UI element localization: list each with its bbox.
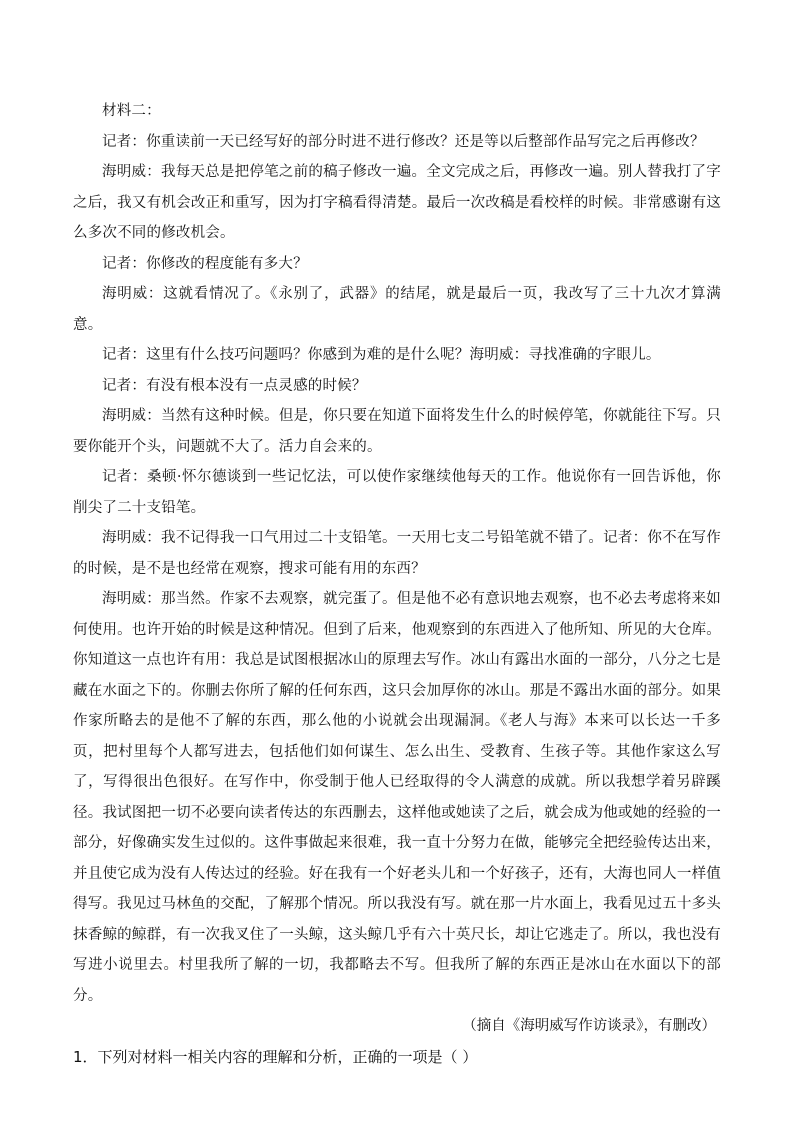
document-body (73, 96, 721, 1070)
paragraph-4: 海明威：这就看情况了。《永别了，武器》的结尾，就是最后一页，我改写了三十九次才算满意。 (73, 286, 721, 333)
paragraph-6: 记者：有没有根本没有一点灵感的时候？ (102, 377, 367, 394)
question-1: 1．下列对材料一相关内容的理解和分析，正确的一项是（ ） (73, 1047, 478, 1066)
paragraph-10: 海明威：那当然。作家不去观察，就完蛋了。但是他不必有意识地去观察，也不必去考虑将来如何使用。也许开始的时候是这种情况。但到了后来，他观察到的东西进入了他所知、所见的大仓库。你知道这一点也许有用：我总是试图根据冰山的原理去写作。冰山有露出水面的一部分，八分之七是藏在水面之下的。你删去你所了解的任何东西，这只会加厚你的冰山。那是不露出水面的部分。如果作家所略去的是他不了解的东西，那么他的小说就会出现漏洞。《老人与海》本来可以长达一千多页，把村里每个人都写进去，包括他们如何谋生、怎么出生、受教育、生孩子等。其他作家这么写了，写得很出色很好。在写作中，你受制于他人已经取得的令人满意的成就。所以我想学着另辟蹊径。我试图把一切不必要向读者传达的东西删去，这样他或她读了之后，就会成为他或她的经验的一部分，好像确实发生过似的。这件事做起来很难，我一直十分努力在做，能够完全把经验传达出来，并且使它成为没有人传达过的经验。好在我有一个好老头儿和一个好孩子，还有，大海也同人一样值得写。我见过马林鱼的交配，了解那个情况。所以我没有写。就在那一片水面上，我看见过五十多头抹香鲸的鲸群，有一次我叉住了一头鲸，这头鲸几乎有六十英尺长，却让它逃走了。所以，我也没有写进小说里去。村里我所了解的一切，我都略去不写。但我所了解的东西正是冰山在水面以下的部分。 (73, 591, 721, 1004)
paragraph-7: 海明威：当然有这种时候。但是，你只要在知道下面将发生什么的时候停笔，你就能往下写。只要你能开个头，问题就不大了。活力自会来的。 (73, 408, 721, 455)
material-heading: 材料二： (102, 103, 161, 119)
paragraph-1: 记者：你重读前一天已经写好的部分时进不进行修改？还是等以后整部作品写完之后再修改？ (102, 133, 705, 150)
source-citation: （摘自《海明威写作访谈录》，有删改） (462, 1018, 716, 1034)
paragraph-3: 记者：你修改的程度能有多大？ (102, 255, 308, 272)
paragraph-5: 记者：这里有什么技巧问题吗？你感到为难的是什么呢？海明威：寻找准确的字眼儿。 (102, 347, 661, 363)
paragraph-8: 记者：桑顿·怀尔德谈到一些记忆法，可以使作家继续他每天的工作。他说你有一回告诉他，你削尖了二十支铅笔。 (73, 469, 721, 516)
paragraph-9: 海明威：我不记得我一口气用过二十支铅笔。一天用七支二号铅笔就不错了。记者：你不在写作的时候，是不是也经常在观察，搜求可能有用的东西？ (73, 530, 721, 577)
paragraph-2: 海明威：我每天总是把停笔之前的稿子修改一遍。全文完成之后，再修改一遍。别人替我打了字之后，我又有机会改正和重写，因为打字稿看得清楚。最后一次改稿是看校样的时候。非常感谢有这么多次不同的修改机会。 (73, 164, 721, 241)
